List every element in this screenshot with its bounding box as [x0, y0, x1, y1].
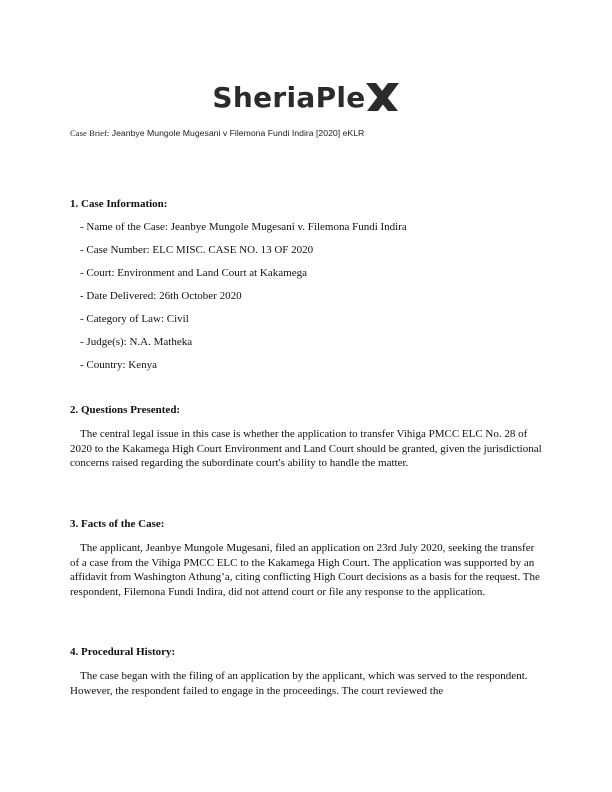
- case-info-item: - Court: Environment and Land Court at Kakamega: [80, 267, 307, 279]
- case-info-item: - Case Number: ELC MISC. CASE NO. 13 OF 2020: [80, 244, 314, 256]
- case-info-item: - Date Delivered: 26th October 2020: [80, 290, 242, 302]
- sheriaplex-logo: [0, 80, 612, 118]
- case-info-item: - Judge(s): N.A. Matheka: [80, 336, 193, 348]
- section-heading-questions-presented: 2. Questions Presented:: [70, 404, 181, 416]
- case-brief-title: [70, 128, 364, 138]
- case-info-item: - Country: Kenya: [80, 359, 157, 371]
- case-brief-name: Jeanbye Mungole Mugesani v Filemona Fundi Indira [2020] eKLR: [111, 128, 365, 138]
- questions-presented-body: The central legal issue in this case is whether the application to transfer Vihiga PMCC ELC No. 28 of 2020 to the Kakamega High Court Environment and Land Court should be granted, given the jurisdictional concerns raised regarding the subordinate court's ability to handle the matter.: [70, 428, 542, 469]
- logo-x-mark-icon: [364, 80, 400, 114]
- section-heading-procedural-history: 4. Procedural History:: [70, 646, 176, 658]
- section-heading-facts: 3. Facts of the Case:: [70, 518, 165, 530]
- logo-wordmark: SheriaPle: [212, 80, 366, 114]
- section-heading-case-information: 1. Case Information:: [70, 198, 168, 210]
- case-info-item: - Name of the Case: Jeanbye Mungole Mugesani v. Filemona Fundi Indira: [80, 221, 407, 233]
- procedural-history-body: The case began with the filing of an application by the applicant, which was served to the respondent. However, the respondent failed to engage in the proceedings. The court reviewed the: [70, 670, 528, 697]
- case-brief-prefix: Case Brief:: [70, 128, 110, 138]
- facts-body: The applicant, Jeanbye Mungole Mugesani, filed an application on 23rd July 2020, seeking the transfer of a case from the Vihiga PMCC ELC to the Kakamega High Court. The application was supported by an affidavit from Washington Athung’a, citing conflicting High Court decisions as a basis for the request. The respondent, Filemona Fundi Indira, did not attend court or file any response to the application.: [70, 542, 540, 598]
- case-info-item: - Category of Law: Civil: [80, 313, 189, 325]
